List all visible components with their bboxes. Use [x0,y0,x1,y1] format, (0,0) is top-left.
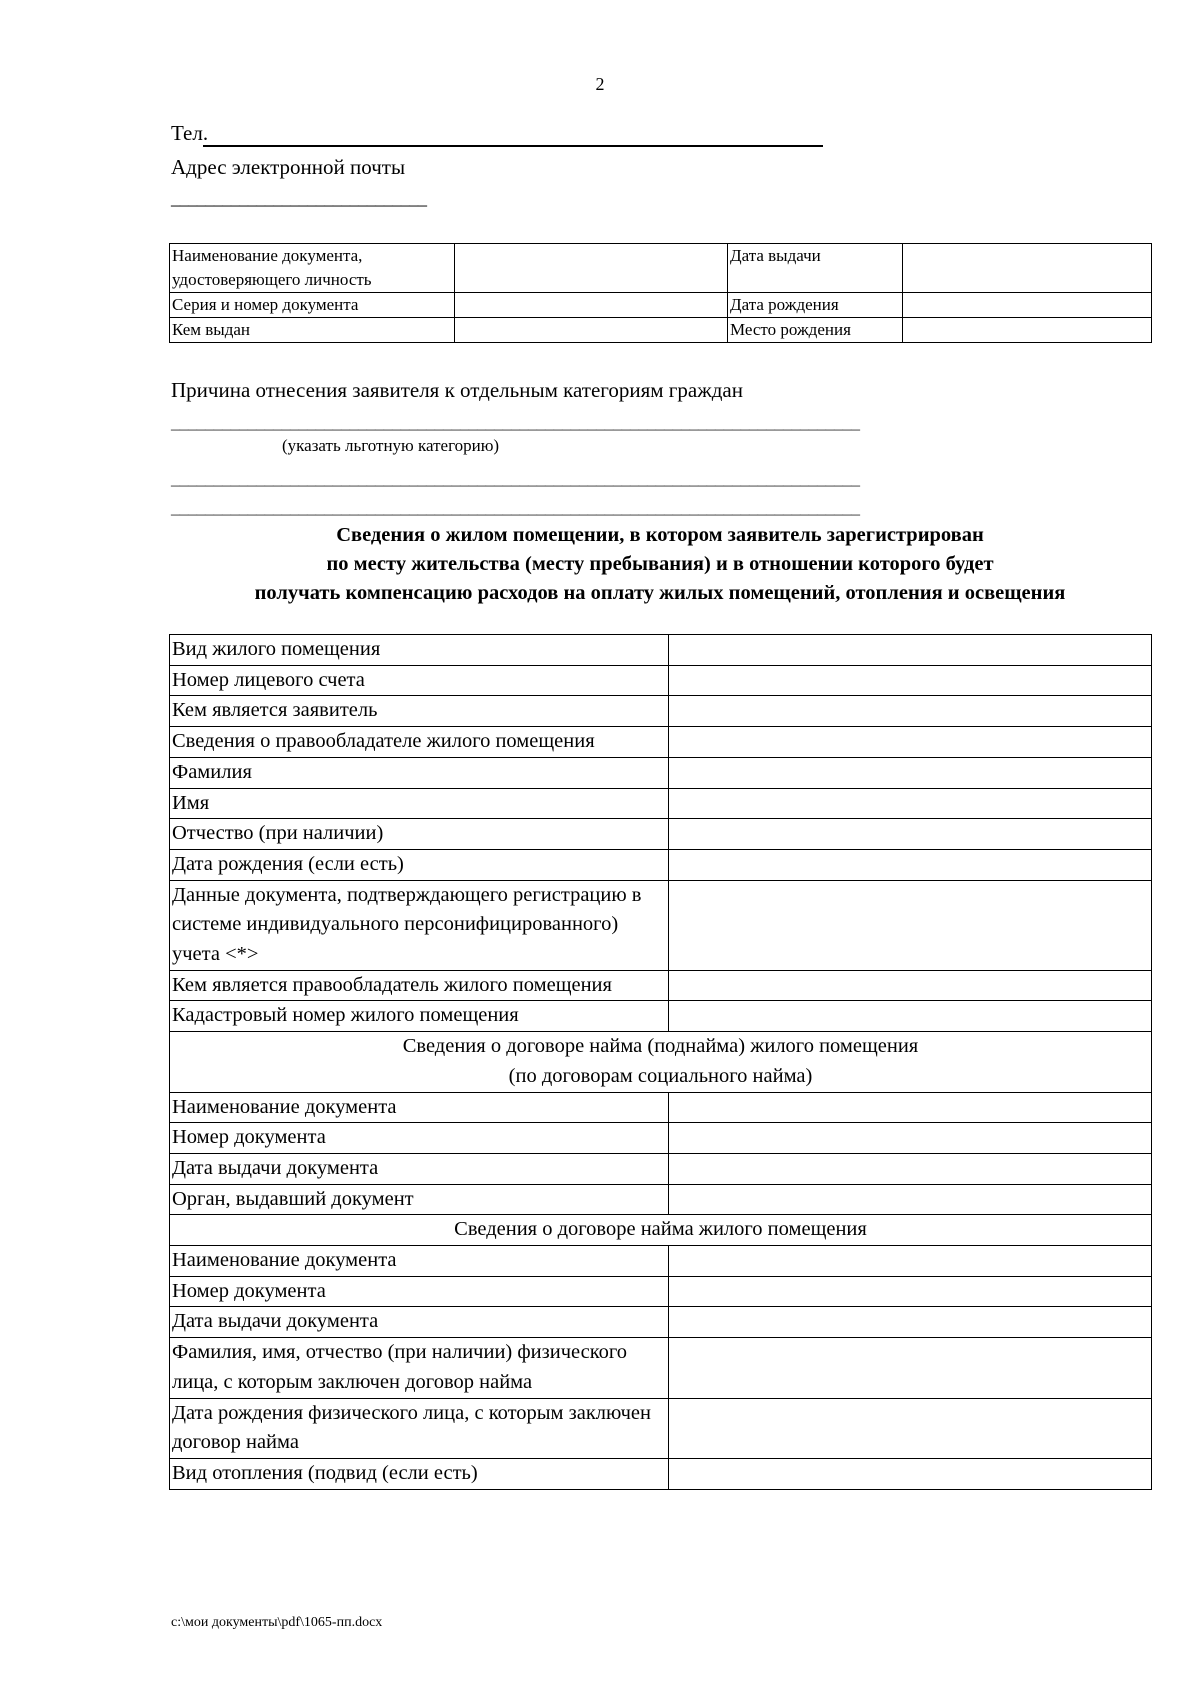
email-label: Адрес электронной почты [171,155,406,179]
table-row [170,1001,1152,1032]
row-label: Дата выдачи документа [170,1307,669,1338]
tel-label: Тел. [171,121,209,145]
row-label: Наименование документа [170,1092,669,1123]
table-row [170,1153,1152,1184]
row-label: Отчество (при наличии) [170,819,669,850]
row-label: Вид жилого помещения [170,635,669,666]
id-doc-name-label: Наименование документа, удостоверяющего личность [170,244,455,293]
row-value-field[interactable] [669,1001,1152,1032]
row-value-field[interactable] [669,757,1152,788]
row-value-field[interactable] [669,1338,1152,1398]
row-label: Фамилия, имя, отчество (при наличии) физического лица, с которым заключен договор найма [170,1338,669,1398]
table-row [170,696,1152,727]
row-label: Дата выдачи документа [170,1153,669,1184]
row-label: Имя [170,788,669,819]
row-value-field[interactable] [669,696,1152,727]
table-row [170,635,1152,666]
issued-by-label: Кем выдан [170,318,455,343]
row-value-field[interactable] [669,727,1152,758]
table-row [170,1338,1152,1398]
row-value-field[interactable] [669,1246,1152,1277]
row-label: Орган, выдавший документ [170,1184,669,1215]
row-label: Вид отопления (подвид (если есть) [170,1458,669,1489]
id-doc-name-field[interactable] [455,244,728,293]
table-row [170,318,1152,343]
row-label: Сведения о правообладателе жилого помещения [170,727,669,758]
row-value-field[interactable] [669,788,1152,819]
table-row [170,1246,1152,1277]
row-label: Данные документа, подтверждающего регистрацию в системе индивидуального персонифицированного) учета <*> [170,880,669,970]
table-row [170,665,1152,696]
row-value-field[interactable] [669,665,1152,696]
table-row [170,1398,1152,1458]
section-heading-line: получать компенсацию расходов на оплату жилых помещений, отопления и освещения [254,582,1066,604]
table-row [170,849,1152,880]
reason-input-line[interactable]: _________________________________________________________________________________ [171,468,860,488]
table-row [170,1123,1152,1154]
footer-file-path: c:\мои документы\pdf\1065-пп.docx [171,1615,383,1630]
issue-date-field[interactable] [903,244,1152,293]
housing-table [169,634,1152,1490]
row-label: Дата рождения физического лица, с которым заключен договор найма [170,1398,669,1458]
row-value-field[interactable] [669,819,1152,850]
reason-label: Причина отнесения заявителя к отдельным категориям граждан [171,378,743,402]
row-value-field[interactable] [669,1276,1152,1307]
row-label: Дата рождения (если есть) [170,849,669,880]
table-row [170,1458,1152,1489]
section-header-cell: Сведения о договоре найма жилого помещения [170,1215,1152,1246]
section-header-text: Сведения о договоре найма (поднайма) жилого помещения [402,1035,919,1058]
page-number: 2 [595,74,605,94]
row-value-field[interactable] [669,880,1152,970]
section-header-subtext: (по договорам социального найма) [508,1064,813,1087]
identity-document-table [169,243,1152,343]
section-header-cell [170,1032,1152,1092]
issued-by-field[interactable] [455,318,728,343]
section-heading-line: по месту жительства (месту пребывания) и в отношении которого будет [326,553,994,575]
row-value-field[interactable] [669,1398,1152,1458]
reason-input-line[interactable]: _________________________________________________________________________________ [171,497,860,517]
row-label: Номер лицевого счета [170,665,669,696]
table-section-row [170,1032,1152,1092]
birth-date-field[interactable] [903,293,1152,318]
row-label: Кадастровый номер жилого помещения [170,1001,669,1032]
table-row [170,819,1152,850]
reason-input-line[interactable]: _________________________________________________________________________________ [171,412,860,432]
row-value-field[interactable] [669,849,1152,880]
row-label: Кем является заявитель [170,696,669,727]
table-row [170,1276,1152,1307]
tel-input-line[interactable] [203,145,823,147]
table-row [170,880,1152,970]
row-value-field[interactable] [669,1458,1152,1489]
row-label: Наименование документа [170,1246,669,1277]
table-row [170,244,1152,293]
table-section-row [170,1215,1152,1246]
table-row [170,970,1152,1001]
email-input-line[interactable]: ______________________________ [171,188,426,209]
row-label: Фамилия [170,757,669,788]
issue-date-label: Дата выдачи [728,244,903,293]
table-row [170,1307,1152,1338]
table-row [170,293,1152,318]
row-value-field[interactable] [669,635,1152,666]
row-value-field[interactable] [669,1307,1152,1338]
birth-date-label: Дата рождения [728,293,903,318]
row-label: Кем является правообладатель жилого помещения [170,970,669,1001]
row-value-field[interactable] [669,970,1152,1001]
table-row [170,788,1152,819]
table-row [170,727,1152,758]
row-value-field[interactable] [669,1153,1152,1184]
table-row [170,1092,1152,1123]
doc-series-number-field[interactable] [455,293,728,318]
birth-place-field[interactable] [903,318,1152,343]
row-value-field[interactable] [669,1123,1152,1154]
section-heading-line: Сведения о жилом помещении, в котором заявитель зарегистрирован [336,524,984,546]
birth-place-label: Место рождения [728,318,903,343]
reason-hint: (указать льготную категорию) [282,436,500,455]
row-value-field[interactable] [669,1092,1152,1123]
row-value-field[interactable] [669,1184,1152,1215]
doc-series-number-label: Серия и номер документа [170,293,455,318]
table-row [170,757,1152,788]
table-row [170,1184,1152,1215]
section-heading [160,521,1160,608]
row-label: Номер документа [170,1276,669,1307]
row-label: Номер документа [170,1123,669,1154]
